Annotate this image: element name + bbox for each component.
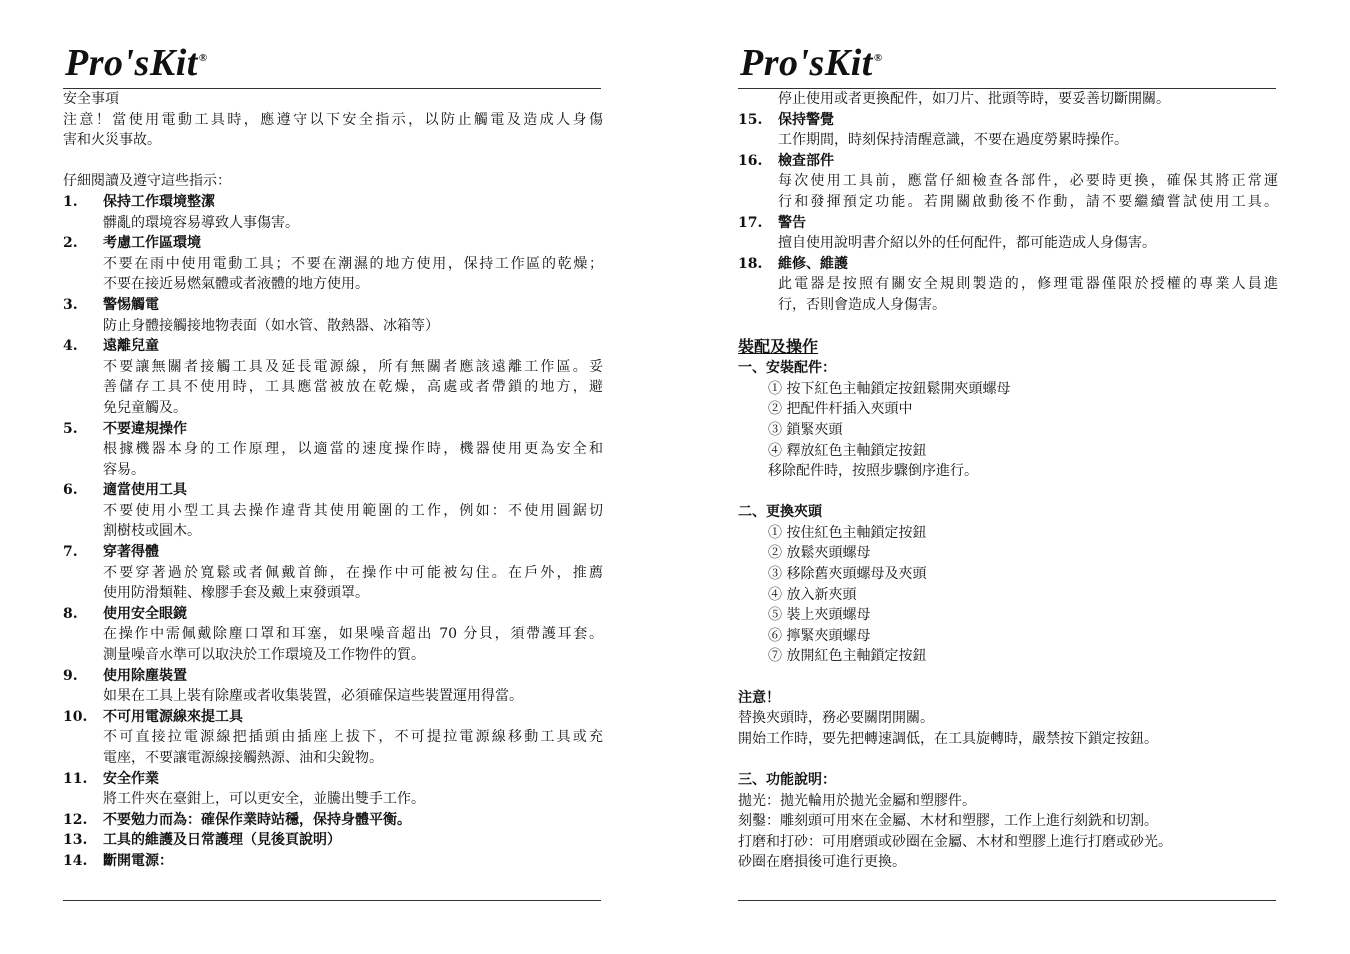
safety-section [63,89,603,872]
item-body: 不可直接拉電源線把插頭由插座上拔下，不可提拉電源線移動工具或充 [103,729,603,746]
item-body: 行，否則會造成人身傷害。 [778,296,946,313]
read-instruction: 仔細閱讀及遵守這些指示： [63,173,231,190]
caution-heading: 注意！ [738,689,780,706]
item-heading: 15. 保持警覺 [738,111,834,128]
item-body: 測量噪音水準可以取決於工作環境及工作物件的質。 [103,647,425,664]
item-body: 根據機器本身的工作原理，以適當的速度操作時，機器使用更為安全和 [103,441,603,458]
replace-step: ② 放鬆夾頭螺母 [768,545,871,562]
replace-step: ④ 放入新夾頭 [768,586,857,603]
replace-step: ⑦ 放開紅色主軸鎖定按鈕 [768,648,927,665]
item-heading: 7. 穿著得體 [63,544,159,561]
install-step: ④ 釋放紅色主軸鎖定按鈕 [768,442,927,459]
section-title: 安全事項 [63,91,119,107]
item-body: 防止身體接觸接地物表面（如水管、散熱器、冰箱等） [103,317,439,334]
item-heading: 18. 維修、維護 [738,255,848,272]
function-line: 打磨和打砂：可用磨頭或砂圈在金屬、木材和塑膠上進行打磨或砂光。 [738,833,1172,850]
footer-rule [63,900,601,901]
item-body: 不要在接近易燃氣體或者液體的地方使用。 [103,276,369,293]
item-body: 不要在雨中使用電動工具；不要在潮濕的地方使用，保持工作區的乾燥； [103,255,603,272]
item-body: 此電器是按照有關安全規則製造的，修理電器僅限於授權的專業人員進 [778,276,1278,293]
item-heading: 13. 工具的維護及日常護理（見後頁說明） [63,832,341,849]
item-heading: 5. 不要違規操作 [63,420,187,437]
item-body: 每次使用工具前，應當仔細檢查各部件，必要時更換，確保其將正常運 [778,173,1278,190]
intro-line: 害和火災事故。 [63,132,161,149]
item-heading: 1. 保持工作環境整潔 [63,193,215,210]
replace-step: ③ 移除舊夾頭螺母及夾頭 [768,566,927,583]
item-body: 髒亂的環境容易導致人事傷害。 [103,214,299,231]
function-heading: 三、功能說明： [738,772,836,788]
assembly-heading: 裝配及操作 [738,337,819,357]
item-heading: 3. 警惕觸電 [63,296,159,313]
item-body: 停止使用或者更換配件，如刀片、批頭等時，要妥善切斷開關。 [778,91,1170,107]
caution-line: 開始工作時，要先把轉速調低，在工具旋轉時，嚴禁按下鎖定按鈕。 [738,730,1158,747]
install-note: 移除配件時，按照步驟倒序進行。 [768,463,978,480]
item-body: 善儲存工具不使用時，工具應當被放在乾燥，高處或者帶鎖的地方，避 [103,379,603,396]
item-body: 不要穿著過於寬鬆或者佩戴首飾，在操作中可能被勾住。在戶外，推薦 [103,564,603,581]
item-body: 免兒童觸及。 [103,399,187,416]
function-line: 刻鑿：雕刻頭可用來在金屬、木材和塑膠，工作上進行刻銑和切割。 [738,813,1158,830]
caution-line: 替換夾頭時，務必要關閉開關。 [738,710,934,727]
item-heading: 4. 遠離兒童 [63,338,159,355]
item-heading: 6. 適當使用工具 [63,482,187,499]
replace-step: ⑤ 裝上夾頭螺母 [768,607,871,624]
item-body: 不要使用小型工具去操作違背其使用範圍的工作，例如：不使用圓鋸切 [103,502,603,519]
replace-step: ① 按住紅色主軸鎖定按鈕 [768,524,927,541]
intro-line: 注意！當使用電動工具時，應遵守以下安全指示，以防止觸電及造成人身傷 [63,111,603,128]
item-body: 電座，不要讓電源線接觸熱源、油和尖銳物。 [103,750,383,766]
function-line: 砂圈在磨損後可進行更換。 [738,854,906,871]
item-body: 如果在工具上裝有除塵或者收集裝置，必須確保這些裝置運用得當。 [103,688,523,705]
item-heading: 14. 斷開電源： [63,852,173,869]
install-step: ③ 鎖緊夾頭 [768,421,843,438]
function-line: 拋光：拋光輪用於拋光金屬和塑膠件。 [738,792,976,809]
install-heading: 一、安裝配件： [738,360,836,377]
install-step: ① 按下紅色主軸鎖定按鈕鬆開夾頭螺母 [768,380,1011,397]
item-heading: 11. 安全作業 [63,770,159,787]
item-body: 將工件夾在臺鉗上，可以更安全，並騰出雙手工作。 [103,791,425,808]
item-body: 擅自使用說明書介紹以外的任何配件，都可能造成人身傷害。 [778,235,1156,252]
item-body: 工作期間，時刻保持清醒意識，不要在過度勞累時操作。 [778,132,1128,149]
footer-rule [738,900,1276,901]
item-body: 在操作中需佩戴除塵口罩和耳塞，如果噪音超出 70 分貝，須帶護耳套。 [103,626,603,643]
item-body: 容易。 [103,461,145,478]
item-heading: 10. 不可用電源線來提工具 [63,708,243,725]
item-body: 使用防滑類鞋、橡膠手套及戴上束發頭罩。 [103,585,369,602]
install-step: ② 把配件杆插入夾頭中 [768,401,913,418]
item-heading: 17. 警告 [738,214,806,231]
item-body: 不要讓無關者接觸工具及延長電源線，所有無關者應該遠離工作區。妥 [103,358,603,375]
item-heading: 16. 檢查部件 [738,152,834,169]
safety-continued-section [738,89,1278,873]
item-heading: 9. 使用除塵裝置 [63,667,187,684]
item-heading: 2. 考慮工作區環境 [63,235,201,252]
item-body: 行和發揮預定功能。若開關啟動後不作動，請不要繼續嘗試使用工具。 [778,193,1278,210]
item-heading: 8. 使用安全眼鏡 [63,605,187,622]
item-body: 割樹枝或圓木。 [103,523,201,540]
replace-heading: 二、更換夾頭 [738,504,822,521]
proskit-logo: Pro'sKit® [740,42,883,84]
replace-step: ⑥ 擰緊夾頭螺母 [768,627,871,644]
item-heading: 12. 不要勉力而為：確保作業時站穩，保持身體平衡。 [63,811,411,828]
proskit-logo: Pro'sKit® [65,42,208,84]
